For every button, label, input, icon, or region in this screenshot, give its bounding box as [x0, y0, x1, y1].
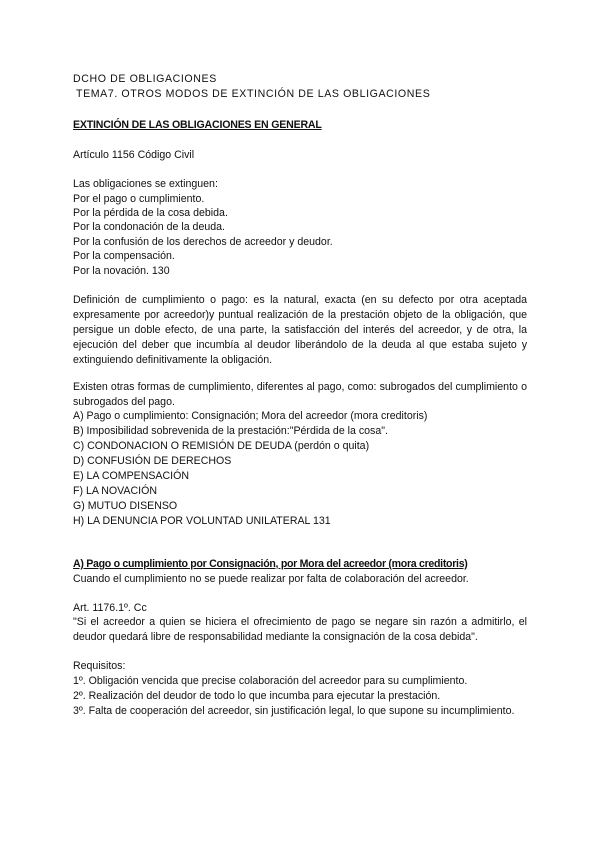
subject-heading: DCHO DE OBLIGACIONES: [73, 73, 217, 85]
requirement-item: 2º. Realización del deudor de todo lo que incumba para ejecutar la prestación.: [73, 690, 441, 702]
article-1156: Artículo 1156 Código Civil: [73, 149, 195, 161]
article-quote: "Si el acreedor a quien se hiciera el ofrecimiento de pago se negare sin razón a admitirlo, el deudor quedará libre de responsabilidad mediante la consignación de la cosa debida".: [73, 616, 527, 643]
cause-item: Por la pérdida de la cosa debida.: [73, 207, 228, 219]
definition-paragraph: Definición de cumplimiento o pago: es la natural, exacta (en su defecto por otra aceptada expresamente por acreedor)y puntual realización de la prestación objeto de la obligación, que persigue un doble efecto, de una parte, la satisfacción del interés del acreedor, y de otra, la ejecución del deber que incumbía al deudor liberándolo de la deuda al que estaba sujeto y extinguiendo definitivamente la obligación.: [73, 294, 527, 366]
cause-item: Por la novación. 130: [73, 265, 170, 277]
requirement-item: 3º. Falta de cooperación del acreedor, sin justificación legal, lo que supone su incumplimiento.: [73, 705, 515, 717]
cause-item: Por el pago o cumplimiento.: [73, 193, 205, 205]
form-item: E) LA COMPENSACIÓN: [73, 470, 189, 482]
cause-item: Por la condonación de la deuda.: [73, 221, 225, 233]
form-item: B) Imposibilidad sobrevenida de la prestación:"Pérdida de la cosa".: [73, 425, 388, 437]
causes-intro: Las obligaciones se extinguen:: [73, 178, 218, 190]
form-item: G) MUTUO DISENSO: [73, 500, 178, 512]
topic-heading: TEMA7. OTROS MODOS DE EXTINCIÓN DE LAS OBLIGACIONES: [76, 88, 431, 100]
other-forms-paragraph: Existen otras formas de cumplimiento, diferentes al pago, como: subrogados del cumplimiento o subrogados del pago.: [73, 381, 527, 408]
section-title-extincion: EXTINCIÓN DE LAS OBLIGACIONES EN GENERAL: [73, 119, 322, 131]
requirement-item: 1º. Obligación vencida que precise colaboración del acreedor para su cumplimiento.: [73, 675, 468, 687]
article-1176: Art. 1176.1º. Cc: [73, 602, 147, 614]
requirements-label: Requisitos:: [73, 660, 126, 672]
form-item: H) LA DENUNCIA POR VOLUNTAD UNILATERAL 131: [73, 515, 331, 527]
cause-item: Por la compensación.: [73, 250, 175, 262]
section-title-consignacion: A) Pago o cumplimiento por Consignación, por Mora del acreedor (mora creditoris): [73, 558, 468, 570]
cause-item: Por la confusión de los derechos de acreedor y deudor.: [73, 236, 333, 248]
form-item: F) LA NOVACIÓN: [73, 485, 157, 497]
form-item: D) CONFUSIÓN DE DERECHOS: [73, 455, 232, 467]
form-item: C) CONDONACION O REMISIÓN DE DEUDA (perdón o quita): [73, 440, 370, 452]
section-subtitle: Cuando el cumplimiento no se puede realizar por falta de colaboración del acreedor.: [73, 573, 469, 585]
form-item: A) Pago o cumplimiento: Consignación; Mora del acreedor (mora creditoris): [73, 410, 428, 422]
